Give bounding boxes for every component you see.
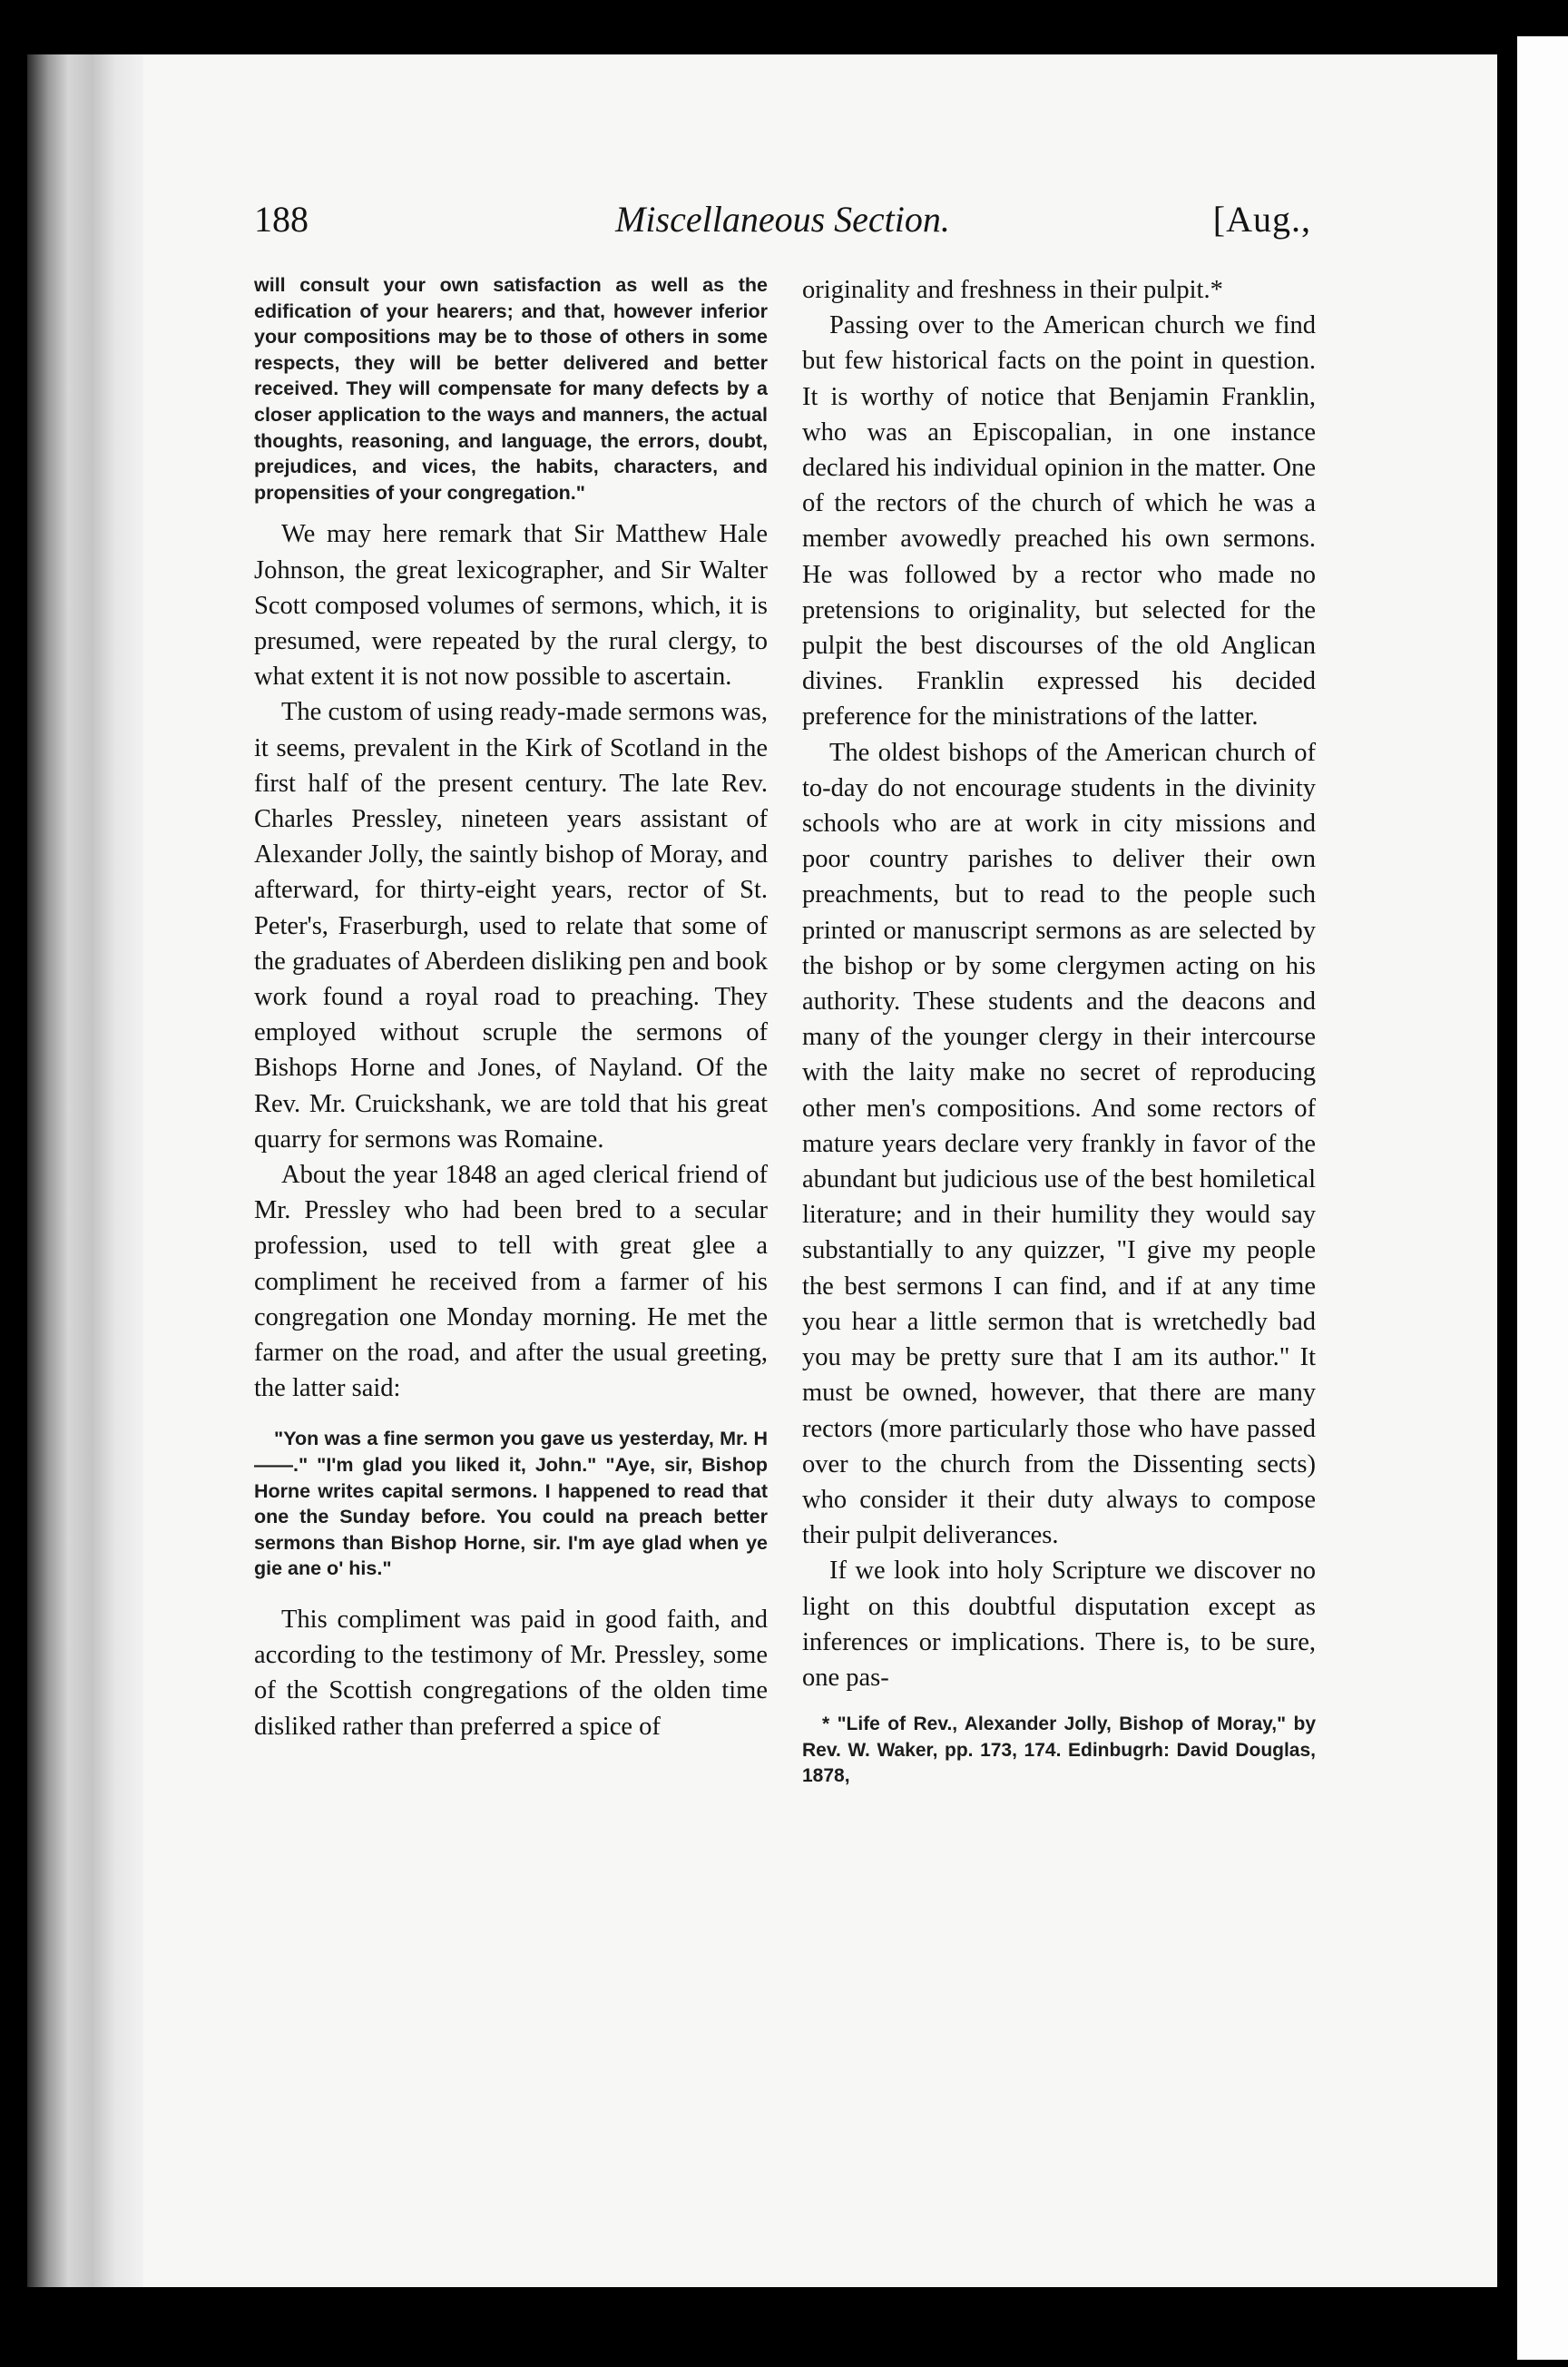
left-column — [254, 272, 768, 1744]
running-date: [Aug., — [1212, 199, 1311, 240]
paragraph: The custom of using ready-made sermons was, it seems, prevalent in the Kirk of Scotland in the first half of the present century. The late Rev. Charles Pressley, nineteen years assistant of Alexander Jolly, the saintly bishop of Moray, and afterward, for thirty-eight years, rector of St. Peter's, Fraserburgh, used to relate that some of the graduates of Aberdeen disliking pen and book work found a royal road to preaching. They employed without scruple the sermons of Bishops Horne and Jones, of Nayland. Of the Rev. Mr. Cruickshank, we are told that his great quarry for sermons was Romaine. — [254, 698, 768, 1154]
paragraph: We may here remark that Sir Matthew Hale Johnson, the great lexicographer, and Sir Walter Scott composed volumes of sermons, which, it is presumed, were repeated by the rural clergy, to what extent it is not now possible to ascertain. — [254, 520, 768, 692]
paragraph: If we look into holy Scripture we discover no light on this doubtful disputation except as inferences or implications. There is, to be sure, one pas- — [802, 1557, 1316, 1692]
running-title: Miscellaneous Section. — [615, 199, 950, 240]
paragraph: The oldest bishops of the American church of to-day do not encourage students in the divinity schools who are at work in city missions and poor country parishes to deliver their own preachments, but to read to the people such printed or manuscript sermons as are selected by the bishop or by some clergymen acting on his authority. These students and the deacons and many of the younger clergy in their intercourse with the laity make no secret of reproducing other men's compositions. And some rectors of mature years declare very frankly in favor of the abundant but judicious use of the best homiletical literature; and in their humility they would say substantially to any quizzer, "I give my people the best sermons I can find, and if at any time you hear a little sermon that is wretchedly bad you may be pretty sure that I am its author." It must be owned, however, that there are many rectors (more particularly those who have passed over to the church from the Dissenting sects) who consider it their duty always to compose their pulpit deliverances. — [802, 738, 1316, 1550]
block-quote: "Yon was a fine sermon you gave us yesterday, Mr. H——." "I'm glad you liked it, John." "Aye, sir, Bishop Horne writes capital sermons. I happened to read that one the Sunday before. You could na preach better sermons than Bishop Horne, sir. I'm aye glad when ye gie ane o' his." — [254, 1428, 768, 1580]
paragraph: originality and freshness in their pulpit.* — [802, 276, 1223, 304]
paragraph: Passing over to the American church we find but few historical facts on the point in question. It is worthy of notice that Benjamin Franklin, who was an Episcopalian, in one instance declared his individual opinion in the matter. One of the rectors of the church of which he was a member avowedly preached his own sermons. He was followed by a rector who made no pretensions to originality, but selected for the pulpit the best discourses of the old Anglican divines. Franklin expressed his decided preference for the ministrations of the latter. — [802, 311, 1316, 732]
footnote: * "Life of Rev., Alexander Jolly, Bishop of Moray," by Rev. W. Waker, pp. 173, 174. Edinbugrh: David Douglas, 1878, — [802, 1714, 1316, 1787]
page-number: 188 — [254, 199, 309, 240]
running-header — [254, 198, 1311, 252]
block-quote: will consult your own satisfaction as well as the edification of your hearers; and that, however inferior your compositions may be to those of others in some respects, they will be better delivered and better received. They will compensate for many defects by a closer application to the ways and manners, the actual thoughts, reasoning, and language, the errors, doubt, prejudices, and vices, the habits, characters, and propensities of your congregation." — [254, 274, 768, 504]
right-column — [802, 272, 1316, 1790]
paragraph: About the year 1848 an aged clerical friend of Mr. Pressley who had been bred to a secular profession, used to tell with great glee a compliment he received from a farmer of his congregation one Monday morning. He met the farmer on the road, and after the usual greeting, the latter said: — [254, 1161, 768, 1403]
page-edges — [27, 54, 145, 2287]
paragraph: This compliment was paid in good faith, and according to the testimony of Mr. Pressley, some of the Scottish congregations of the olden time disliked rather than preferred a spice of — [254, 1605, 768, 1741]
facing-page-strip — [1517, 36, 1568, 2360]
